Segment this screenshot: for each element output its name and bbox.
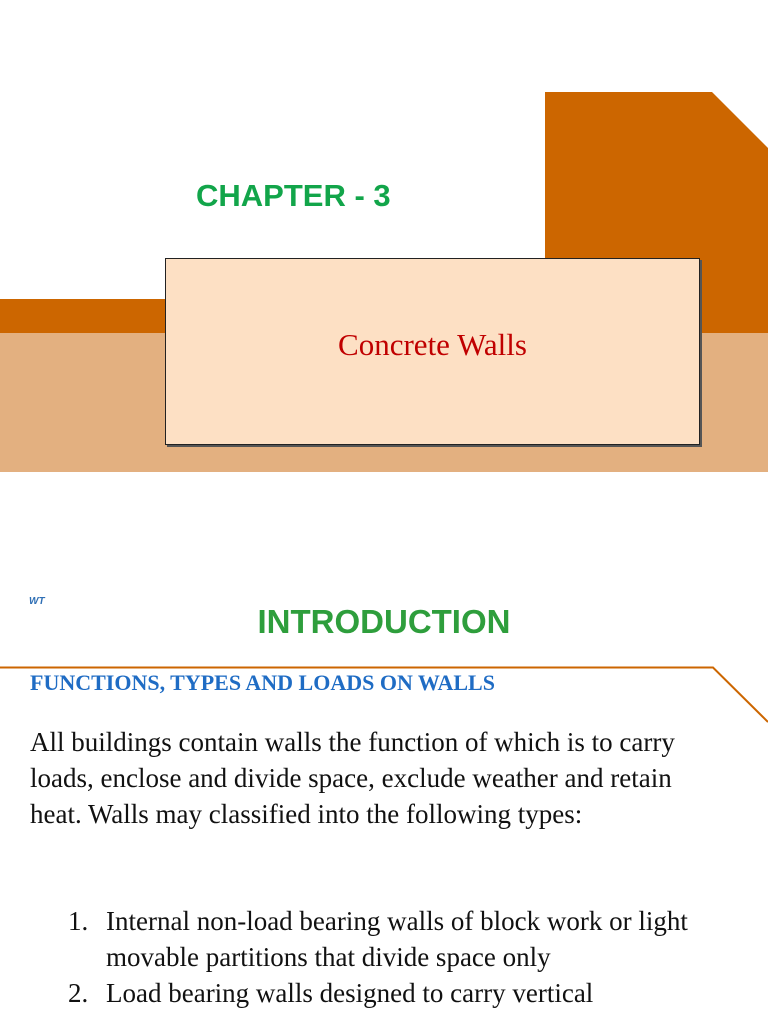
introduction-slide xyxy=(0,560,768,1024)
dark-orange-strip xyxy=(0,299,168,333)
wt-tag: WT xyxy=(29,596,45,607)
list-item-number: 1. xyxy=(68,906,89,936)
list-item-text: Load bearing walls designed to carry vertical xyxy=(106,978,594,1008)
wall-types-list xyxy=(30,903,730,1011)
slide-title: Concrete Walls xyxy=(338,327,527,362)
title-box xyxy=(165,258,700,445)
list-item xyxy=(30,975,730,1011)
chapter-label: CHAPTER - 3 xyxy=(196,178,391,213)
list-item xyxy=(30,903,730,975)
section-subheading: FUNCTIONS, TYPES AND LOADS ON WALLS xyxy=(30,670,495,695)
list-item-text: Internal non-load bearing walls of block work or light movable partitions that divide space only xyxy=(106,906,688,972)
intro-paragraph: All buildings contain walls the function of which is to carry loads, enclose and divide space, exclude weather and retain heat. Walls may classified into the following types: xyxy=(30,727,675,829)
introduction-heading: INTRODUCTION xyxy=(257,603,511,640)
list-item-number: 2. xyxy=(68,978,89,1008)
